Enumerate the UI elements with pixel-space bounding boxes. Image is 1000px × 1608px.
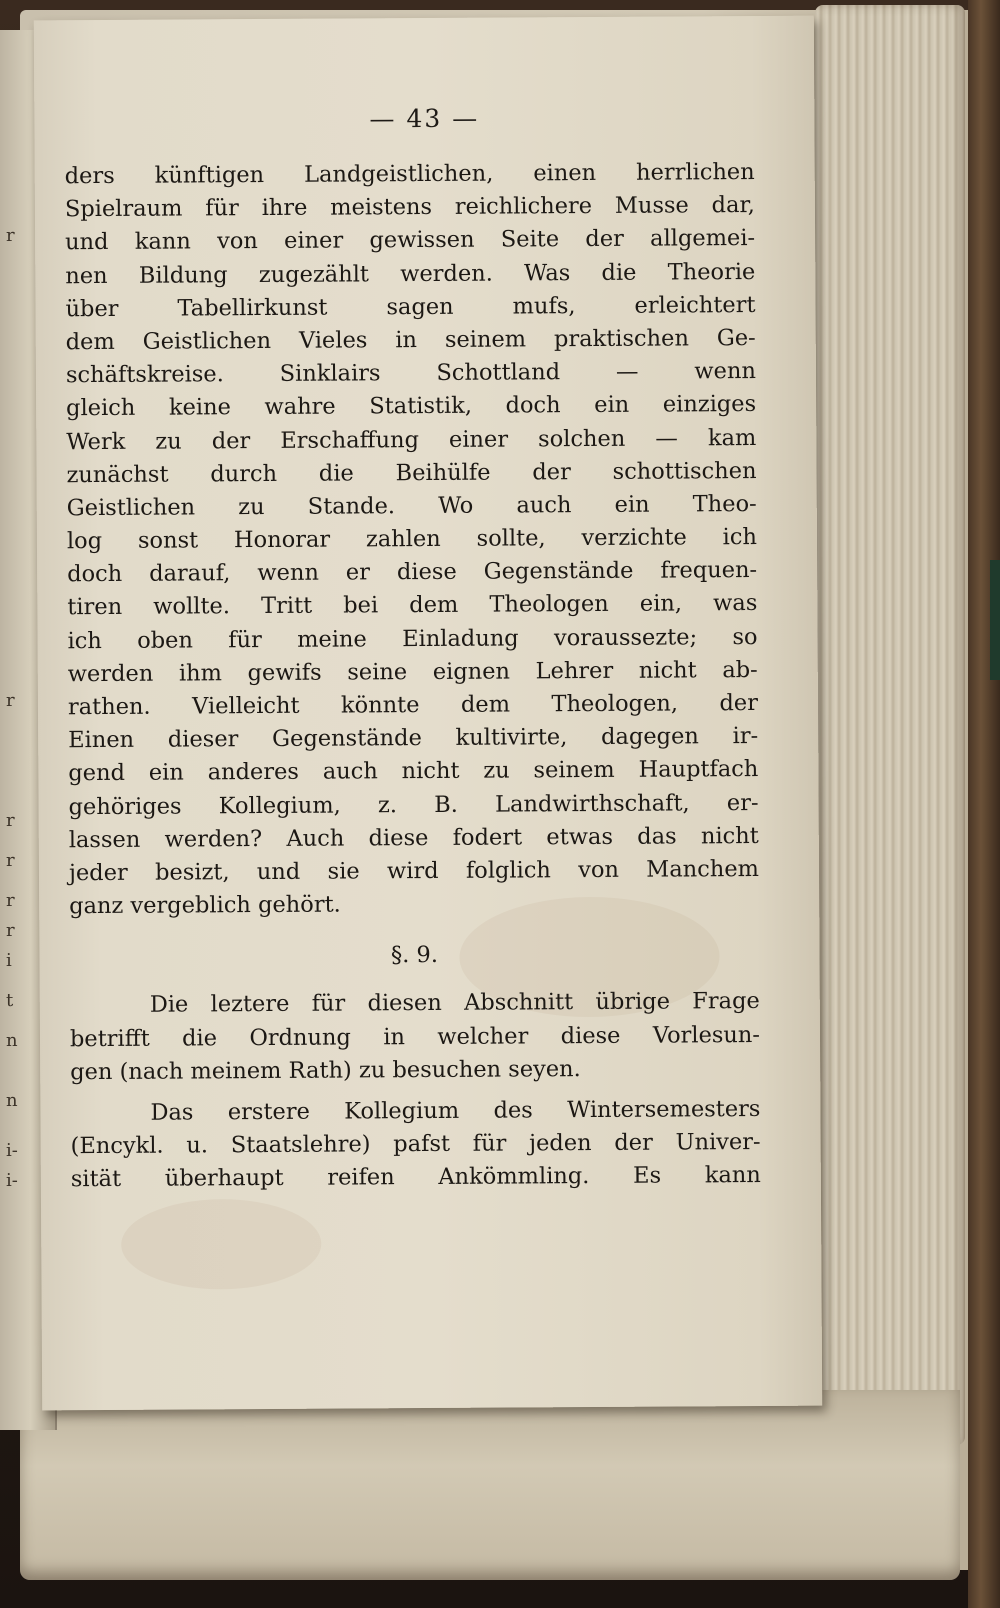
text-line: ganz vergeblich gehört.	[69, 891, 341, 920]
text-line: ich oben für meine Einladung voraussezte; so	[67, 623, 758, 654]
body-text	[65, 156, 761, 1197]
text-line: log sonst Honorar zahlen sollte, verzichte ich	[66, 524, 758, 555]
text-line: zunächst durch die Beihülfe der schottischen	[66, 457, 757, 488]
book-cover-edge	[968, 0, 1000, 1608]
section-heading: §. 9.	[390, 942, 439, 969]
text-line: tiren wollte. Tritt bei dem Theologen ein, was	[67, 590, 758, 621]
text-line: ders künftigen Landgeistlichen, einen herrlichen	[64, 158, 755, 190]
text-line: Spielraum für ihre meistens reichlichere Musse dar,	[64, 192, 755, 223]
margin-char: i-	[6, 1140, 18, 1161]
margin-char: i-	[6, 1170, 18, 1191]
text-line: lassen werden? Auch diese fodert etwas das nicht	[68, 822, 759, 853]
text-line: nen Bildung zugezählt werden. Was die Theorie	[65, 258, 756, 289]
text-line: gen (nach meinem Rath) zu besuchen seyen.	[70, 1055, 581, 1085]
text-line: und kann von einer gewissen Seite der allgemei-	[65, 225, 756, 256]
text-line: sität überhaupt reifen Ankömmling. Es kann	[70, 1162, 761, 1193]
text-line: Das erstere Kollegium des Wintersemesters	[150, 1095, 761, 1126]
margin-char: r	[6, 690, 15, 711]
text-line: gehöriges Kollegium, z. B. Landwirthschaft, er-	[68, 789, 759, 820]
text-line: doch darauf, wenn er diese Gegenstände frequen-	[67, 557, 758, 588]
paper-stain	[121, 1199, 322, 1290]
margin-char: r	[6, 225, 15, 246]
text-line: über Tabellirkunst sagen mufs, erleichtert	[65, 291, 756, 322]
left-margin-characters	[0, 30, 40, 1430]
text-line: rathen. Vielleicht könnte dem Theologen, der	[67, 689, 759, 721]
text-line: jeder besizt, und sie wird folglich von Manchem	[68, 855, 760, 887]
text-line: werden ihm gewifs seine eignen Lehrer nicht ab-	[67, 656, 758, 688]
text-line: (Encykl. u. Staatslehre) pafst für jeden der Univer-	[70, 1129, 761, 1160]
page-stack-right-edge	[815, 5, 965, 1445]
text-line: Einen dieser Gegenstände kultivirte, dagegen ir-	[68, 723, 759, 754]
text-line: gend ein anderes auch nicht zu seinem Hauptfach	[68, 756, 759, 787]
margin-char: r	[6, 920, 15, 941]
margin-char: n	[6, 1090, 18, 1111]
margin-char: n	[6, 1030, 18, 1051]
text-line: Geistlichen zu Stande. Wo auch ein Theo-	[66, 490, 757, 522]
margin-char: i	[6, 950, 12, 971]
text-line: schäftskreise. Sinklairs Schottland — wenn	[65, 358, 756, 389]
page-number: — 43 —	[369, 103, 480, 134]
text-line: gleich keine wahre Statistik, doch ein einziges	[66, 391, 757, 422]
text-line: Werk zu der Erschaffung einer solchen — kam	[66, 424, 757, 455]
margin-char: t	[6, 990, 14, 1011]
text-line: Die leztere für diesen Abschnitt übrige Frage	[149, 988, 760, 1019]
page-stack-bottom-edge	[20, 1390, 960, 1580]
margin-char: r	[6, 850, 15, 871]
margin-char: r	[6, 890, 15, 911]
text-line: dem Geistlichen Vieles in seinem praktischen Ge-	[65, 324, 756, 356]
bookmark-tab	[990, 560, 1000, 680]
text-line: betrifft die Ordnung in welcher diese Vorlesun-	[69, 1021, 761, 1052]
margin-char: r	[6, 810, 15, 831]
printed-page	[34, 16, 822, 1411]
